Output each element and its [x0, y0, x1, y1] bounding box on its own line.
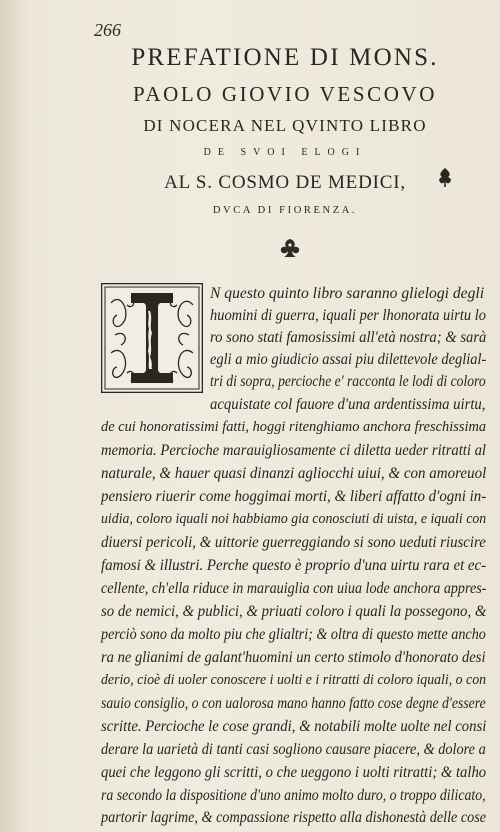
- text-line: naturale, & hauer quasi dinanzi agliocchi uiui, & con amoreuol: [101, 465, 487, 482]
- text-line: de cui honoratissimi fatti, hoggi ritenghiamo anchora freschissima: [101, 419, 487, 435]
- text-line: ra ne glianimi de galant'huomini un certo stimolo d'honorato desi: [101, 649, 486, 666]
- title-line-3: DI NOCERA NEL QVINTO LIBRO: [143, 116, 427, 135]
- text-line: huomini di guerra, iquali per lhonorata uirtu lo: [210, 307, 486, 324]
- fleuron-icon: [277, 236, 303, 260]
- text-line: sauio consiglio, o con ualorosa mano hanno fatto cose degne d'essere: [101, 695, 486, 712]
- text-line: derio, cioè di uoler conoscere i uolti e i ritratti di coloro iquali, o con: [101, 672, 487, 688]
- text-line: cellente, ch'ella riduce in marauiglia con uiua lode anchora appres-: [101, 580, 487, 597]
- text-line: scritte. Percioche le cose grandi, & notabili molte uolte nel consi: [101, 718, 487, 735]
- title-line-1: PREFATIONE DI MONS.: [131, 44, 439, 71]
- text-line: quei che leggono gli scritti, o che ueggono i uolti ritratti; & talho: [101, 764, 487, 781]
- text-line: uidia, coloro iquali noi habbiamo gia conosciuti di uista, e iquali con: [101, 511, 487, 527]
- text-line: famosi & illustri. Perche questo è proprio d'una uirtu rara et ec-: [101, 557, 487, 574]
- title-line-6: DVCA DI FIORENZA.: [212, 205, 358, 216]
- text-line: egli a mio giudicio assai piu dilettevole deglial-: [210, 351, 487, 368]
- text-line: pensiero riuerir come hoggimai morti, & liberi affatto d'ogni in-: [101, 488, 487, 505]
- text-line: ra secondo la dispositione d'uno animo molto duro, o troppo dilicato,: [101, 787, 486, 804]
- printer-mark-icon: [433, 166, 457, 188]
- title-line-5: AL S. COSMO DE MEDICI,: [164, 172, 406, 193]
- text-line: partorir lagrime, & compassione rispetto alla dishonestà delle cose: [101, 809, 487, 826]
- text-line: diuersi pericoli, & uittorie guerreggiando si sono ueduti riuscire: [101, 534, 486, 551]
- text-line: so de nemici, & publici, & priuati coloro i quali la possegono, &: [101, 603, 487, 620]
- text-line: perciò sono da molto piu che glialtri; & oltra di questo mette ancho: [101, 626, 486, 643]
- page-number: 266: [94, 20, 121, 40]
- title-line-2: PAOLO GIOVIO VESCOVO: [132, 82, 438, 106]
- text-line: N questo quinto libro saranno glielogi degli: [210, 285, 485, 302]
- decorated-initial-i-icon: [101, 283, 203, 393]
- text-line: derare la uarietà di tanti casi sogliono causare piacere, & dolore a: [101, 741, 486, 758]
- text-line: acquistate col fauore d'una ardentissima uirtu,: [210, 396, 486, 413]
- text-line: tri di sopra, percioche e' racconta le lodi di coloro: [210, 373, 486, 390]
- title-line-4: DE SVOI ELOGI: [203, 147, 367, 158]
- text-line: memoria. Percioche marauigliosamente ci diletta ueder ritratti al: [101, 442, 486, 459]
- text-line: ro sono stati famosissimi all'età nostra; & sarà: [210, 329, 487, 346]
